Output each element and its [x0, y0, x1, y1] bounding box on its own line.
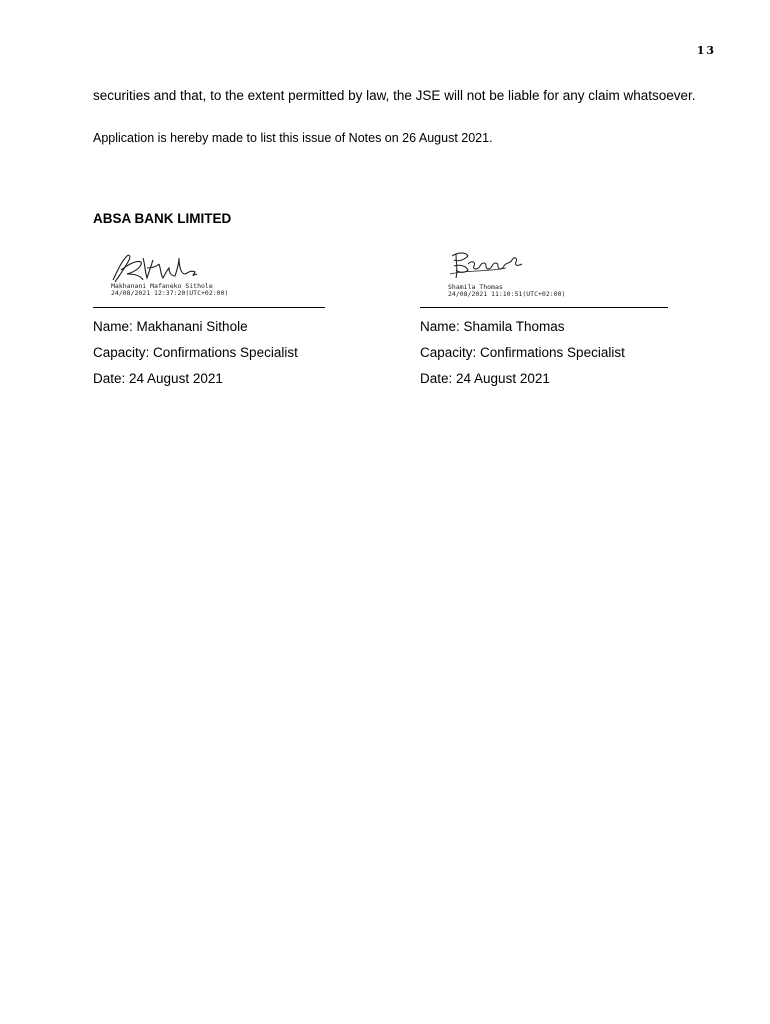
signature-line — [93, 307, 325, 308]
handwritten-signature-thomas — [446, 250, 546, 284]
page-number: 13 — [696, 44, 716, 57]
e-signature-stamp — [111, 283, 228, 297]
stamp-datetime: 24/08/2021 12:37:20(UTC+02:00) — [111, 289, 229, 297]
body-paragraph-liability: securities and that, to the extent permitted by law, the JSE will not be liable for any claim whatsoever. — [93, 88, 696, 103]
signatory-date: Date: 24 August 2021 — [420, 371, 550, 386]
signatory-capacity: Capacity: Confirmations Specialist — [420, 345, 625, 360]
signature-line — [420, 307, 668, 308]
signatory-name: Name: Shamila Thomas — [420, 319, 565, 334]
stamp-signer-name: Makhanani Mafaneko Sithole — [111, 282, 213, 290]
handwritten-signature-sithole — [107, 250, 217, 286]
signatory-date: Date: 24 August 2021 — [93, 371, 223, 386]
company-name: ABSA BANK LIMITED — [93, 211, 232, 226]
signature-block-right — [420, 250, 680, 397]
signature-area — [93, 250, 353, 312]
stamp-signer-name: Shamila Thomas — [448, 283, 503, 291]
body-paragraph-application: Application is hereby made to list this issue of Notes on 26 August 2021. — [93, 131, 493, 145]
e-signature-stamp — [448, 284, 565, 298]
signature-block-left — [93, 250, 353, 397]
stamp-datetime: 24/08/2021 11:10:51(UTC+02:00) — [448, 290, 566, 298]
signatory-name: Name: Makhanani Sithole — [93, 319, 248, 334]
signature-area — [420, 250, 680, 312]
signatory-capacity: Capacity: Confirmations Specialist — [93, 345, 298, 360]
